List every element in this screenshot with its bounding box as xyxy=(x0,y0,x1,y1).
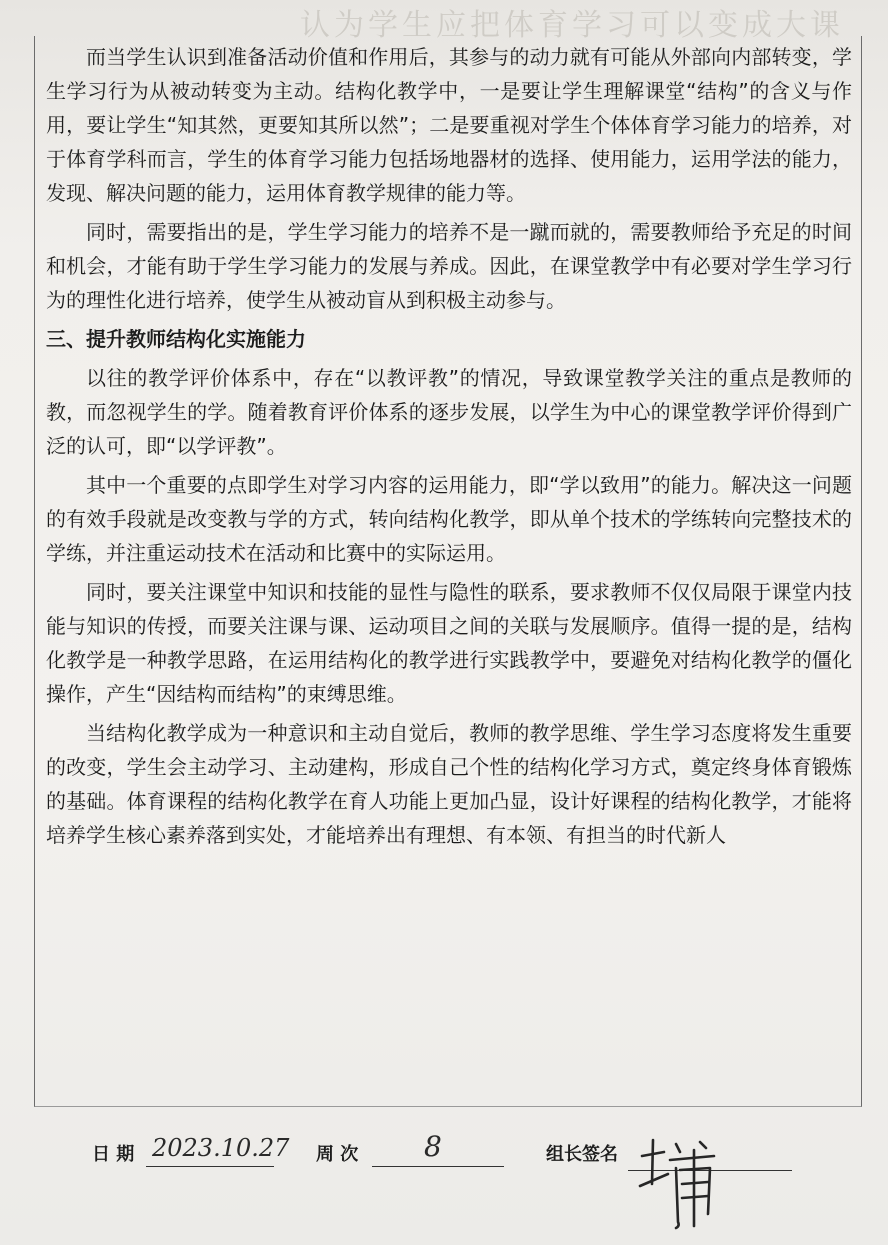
date-value: 2023.10.27 xyxy=(152,1134,290,1162)
week-value: 8 xyxy=(424,1130,442,1163)
paragraph: 以往的教学评价体系中，存在“以教评教”的情况，导致课堂教学关注的重点是教师的教，而忽视学生的学。随着教育评价体系的逐步发展，以学生为中心的课堂教学评价得到广泛的认可，即“以学评教”。 xyxy=(46,366,852,458)
week-label: 周 次 xyxy=(316,1144,359,1165)
body-text xyxy=(46,40,852,857)
week-underline xyxy=(372,1166,504,1167)
date-label: 日 期 xyxy=(92,1144,135,1165)
paragraph: 同时，需要指出的是，学生学习能力的培养不是一蹴而就的，需要教师给予充足的时间和机会，才能有助于学生学习能力的发展与养成。因此，在课堂教学中有必要对学生学习行为的理性化进行培养，使学生从被动盲从到积极主动参与。 xyxy=(46,220,852,312)
footer xyxy=(0,1130,888,1200)
paragraph: 其中一个重要的点即学生对学习内容的运用能力，即“学以致用”的能力。解决这一问题的有效手段就是改变教与学的方式，转向结构化教学，即从单个技术的学练转向完整技术的学练，并注重运动技术在活动和比赛中的实际运用。 xyxy=(46,473,852,565)
section-heading: 三、提升教师结构化实施能力 xyxy=(46,327,306,351)
signer-label: 组长签名 xyxy=(546,1144,618,1165)
date-underline xyxy=(146,1166,274,1167)
paragraph: 当结构化教学成为一种意识和主动自觉后，教师的教学思维、学生学习态度将发生重要的改变，学生会主动学习、主动建构，形成自己个性的结构化学习方式，奠定终身体育锻炼的基础。体育课程的结构化教学在育人功能上更加凸显，设计好课程的结构化教学，才能将培养学生核心素养落到实处，才能培养出有理想、有本领、有担当的时代新人 xyxy=(46,721,852,847)
bleed-through-text: 认为学生应把体育学习可以变成大课 xyxy=(300,8,844,40)
paragraph: 同时，要关注课堂中知识和技能的显性与隐性的联系，要求教师不仅仅局限于课堂内技能与知识的传授，而要关注课与课、运动项目之间的关联与发展顺序。值得一提的是，结构化教学是一种教学思路，在运用结构化的教学进行实践教学中，要避免对结构化教学的僵化操作，产生“因结构而结构”的束缚思维。 xyxy=(46,580,852,706)
handwritten-signature xyxy=(636,1122,726,1232)
paragraph: 而当学生认识到准备活动价值和作用后，其参与的动力就有可能从外部向内部转变，学生学习行为从被动转变为主动。结构化教学中，一是要让学生理解课堂“结构”的含义与作用，要让学生“知其然，更要知其所以然”；二是要重视对学生个体体育学习能力的培养，对于体育学科而言，学生的体育学习能力包括场地器材的选择、使用能力，运用学法的能力，发现、解决问题的能力，运用体育教学规律的能力等。 xyxy=(46,45,852,205)
